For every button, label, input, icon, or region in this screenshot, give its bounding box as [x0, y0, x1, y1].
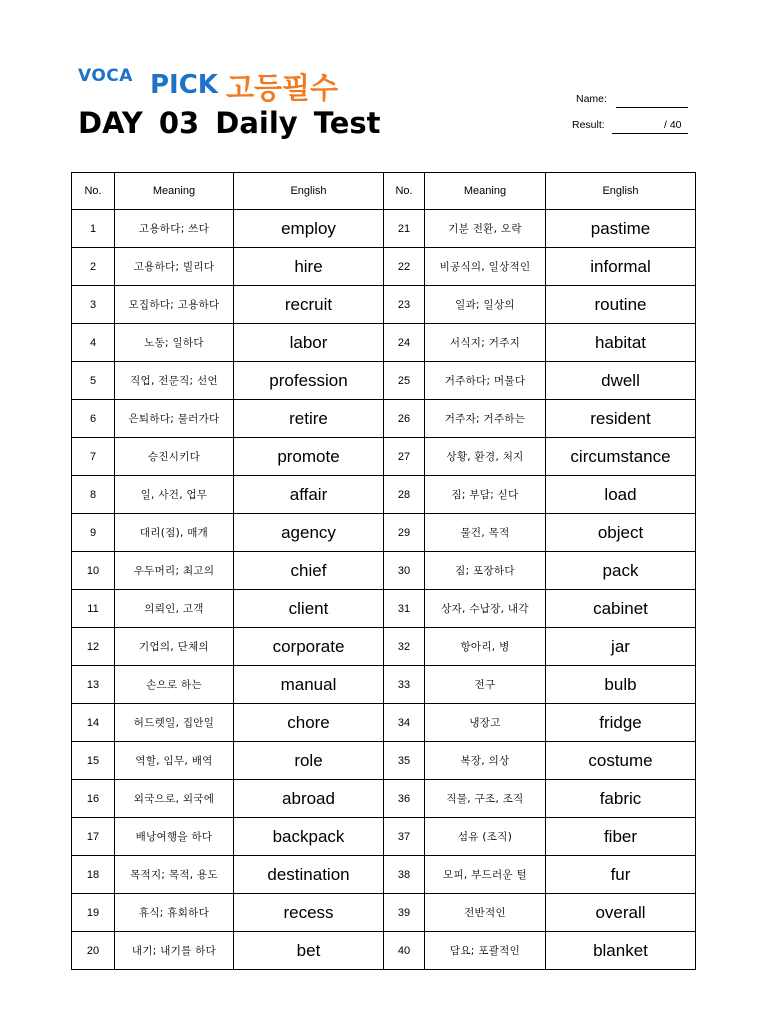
word-english: hire — [234, 248, 384, 286]
word-number: 19 — [72, 894, 115, 932]
table-row — [72, 400, 696, 438]
page-title: DAY 03 Daily Test — [78, 106, 381, 140]
header-meaning-right: Meaning — [425, 173, 546, 210]
word-meaning: 거주자; 거주하는 — [425, 400, 546, 438]
word-english: object — [546, 514, 696, 552]
word-meaning: 전구 — [425, 666, 546, 704]
word-meaning: 의뢰인, 고객 — [115, 590, 234, 628]
word-number: 7 — [72, 438, 115, 476]
word-number: 37 — [384, 818, 425, 856]
brand-subtitle: 고등필수 — [226, 71, 339, 105]
word-meaning: 고용하다; 쓰다 — [115, 210, 234, 248]
word-number: 34 — [384, 704, 425, 742]
word-meaning: 일, 사건, 업무 — [115, 476, 234, 514]
word-meaning: 기분 전환, 오락 — [425, 210, 546, 248]
word-meaning: 고용하다; 빌리다 — [115, 248, 234, 286]
word-number: 16 — [72, 780, 115, 818]
word-number: 22 — [384, 248, 425, 286]
word-meaning: 허드렛일, 집안일 — [115, 704, 234, 742]
word-meaning: 노동; 일하다 — [115, 324, 234, 362]
word-number: 39 — [384, 894, 425, 932]
table-row — [72, 476, 696, 514]
word-meaning: 대리(점), 매개 — [115, 514, 234, 552]
word-english: jar — [546, 628, 696, 666]
word-english: manual — [234, 666, 384, 704]
word-english: recruit — [234, 286, 384, 324]
word-number: 23 — [384, 286, 425, 324]
word-english: employ — [234, 210, 384, 248]
brand-pick: PICK — [150, 70, 218, 100]
word-english: blanket — [546, 932, 696, 970]
word-meaning: 항아리, 병 — [425, 628, 546, 666]
word-english: fiber — [546, 818, 696, 856]
word-english: costume — [546, 742, 696, 780]
word-meaning: 은퇴하다; 물러가다 — [115, 400, 234, 438]
table-row — [72, 514, 696, 552]
word-english: agency — [234, 514, 384, 552]
word-number: 27 — [384, 438, 425, 476]
word-english: destination — [234, 856, 384, 894]
table-row — [72, 742, 696, 780]
word-english: bulb — [546, 666, 696, 704]
word-meaning: 승진시키다 — [115, 438, 234, 476]
word-number: 25 — [384, 362, 425, 400]
brand-voca: VOCA — [78, 66, 133, 86]
table-row — [72, 324, 696, 362]
word-number: 33 — [384, 666, 425, 704]
word-english: informal — [546, 248, 696, 286]
word-meaning: 상자, 수납장, 내각 — [425, 590, 546, 628]
table-row — [72, 780, 696, 818]
word-english: client — [234, 590, 384, 628]
word-meaning: 전반적인 — [425, 894, 546, 932]
word-meaning: 휴식; 휴회하다 — [115, 894, 234, 932]
table-header-row — [72, 173, 696, 210]
table-row — [72, 628, 696, 666]
word-number: 4 — [72, 324, 115, 362]
word-meaning: 섬유 (조직) — [425, 818, 546, 856]
table-row — [72, 286, 696, 324]
word-english: chief — [234, 552, 384, 590]
header-meaning-left: Meaning — [115, 173, 234, 210]
word-number: 2 — [72, 248, 115, 286]
word-meaning: 모집하다; 고용하다 — [115, 286, 234, 324]
word-english: pack — [546, 552, 696, 590]
word-english: routine — [546, 286, 696, 324]
word-english: fabric — [546, 780, 696, 818]
word-number: 12 — [72, 628, 115, 666]
word-meaning: 모피, 부드러운 털 — [425, 856, 546, 894]
word-meaning: 배낭여행을 하다 — [115, 818, 234, 856]
table-row — [72, 932, 696, 970]
word-number: 10 — [72, 552, 115, 590]
name-blank[interactable] — [616, 93, 688, 108]
word-number: 20 — [72, 932, 115, 970]
result-label: Result: — [572, 119, 605, 131]
header-english-right: English — [546, 173, 696, 210]
word-number: 35 — [384, 742, 425, 780]
table-row — [72, 894, 696, 932]
word-english: labor — [234, 324, 384, 362]
word-number: 31 — [384, 590, 425, 628]
table-row — [72, 818, 696, 856]
word-number: 30 — [384, 552, 425, 590]
word-english: resident — [546, 400, 696, 438]
word-english: backpack — [234, 818, 384, 856]
word-meaning: 우두머리; 최고의 — [115, 552, 234, 590]
word-number: 1 — [72, 210, 115, 248]
word-number: 5 — [72, 362, 115, 400]
word-meaning: 직업, 전문직; 선언 — [115, 362, 234, 400]
word-english: fur — [546, 856, 696, 894]
word-number: 36 — [384, 780, 425, 818]
name-label: Name: — [576, 93, 607, 105]
table-row — [72, 552, 696, 590]
word-meaning: 거주하다; 머물다 — [425, 362, 546, 400]
table-row — [72, 590, 696, 628]
word-number: 6 — [72, 400, 115, 438]
table-row — [72, 856, 696, 894]
word-english: chore — [234, 704, 384, 742]
word-meaning: 짐; 포장하다 — [425, 552, 546, 590]
word-number: 18 — [72, 856, 115, 894]
word-meaning: 내기; 내기를 하다 — [115, 932, 234, 970]
word-english: abroad — [234, 780, 384, 818]
word-number: 8 — [72, 476, 115, 514]
word-meaning: 역할, 임무, 배역 — [115, 742, 234, 780]
word-english: dwell — [546, 362, 696, 400]
word-english: profession — [234, 362, 384, 400]
word-meaning: 서식지; 거주지 — [425, 324, 546, 362]
word-number: 9 — [72, 514, 115, 552]
word-english: promote — [234, 438, 384, 476]
table-row — [72, 210, 696, 248]
word-number: 17 — [72, 818, 115, 856]
word-meaning: 외국으로, 외국에 — [115, 780, 234, 818]
table-row — [72, 704, 696, 742]
word-number: 32 — [384, 628, 425, 666]
word-meaning: 직물, 구조, 조직 — [425, 780, 546, 818]
header-english-left: English — [234, 173, 384, 210]
vocab-table — [71, 172, 696, 970]
word-number: 29 — [384, 514, 425, 552]
header-no-right: No. — [384, 173, 425, 210]
word-english: fridge — [546, 704, 696, 742]
word-english: role — [234, 742, 384, 780]
word-meaning: 비공식의, 일상적인 — [425, 248, 546, 286]
word-meaning: 냉장고 — [425, 704, 546, 742]
word-english: bet — [234, 932, 384, 970]
word-number: 40 — [384, 932, 425, 970]
word-english: cabinet — [546, 590, 696, 628]
word-english: habitat — [546, 324, 696, 362]
word-number: 26 — [384, 400, 425, 438]
word-meaning: 기업의, 단체의 — [115, 628, 234, 666]
word-number: 21 — [384, 210, 425, 248]
word-number: 24 — [384, 324, 425, 362]
word-english: affair — [234, 476, 384, 514]
header-no-left: No. — [72, 173, 115, 210]
word-meaning: 복장, 의상 — [425, 742, 546, 780]
word-number: 11 — [72, 590, 115, 628]
word-english: pastime — [546, 210, 696, 248]
table-row — [72, 362, 696, 400]
word-number: 15 — [72, 742, 115, 780]
word-english: circumstance — [546, 438, 696, 476]
word-number: 28 — [384, 476, 425, 514]
word-number: 3 — [72, 286, 115, 324]
word-number: 14 — [72, 704, 115, 742]
word-english: load — [546, 476, 696, 514]
word-english: overall — [546, 894, 696, 932]
word-number: 38 — [384, 856, 425, 894]
word-meaning: 물건, 목적 — [425, 514, 546, 552]
word-english: corporate — [234, 628, 384, 666]
word-number: 13 — [72, 666, 115, 704]
word-english: recess — [234, 894, 384, 932]
table-row — [72, 438, 696, 476]
word-english: retire — [234, 400, 384, 438]
table-row — [72, 666, 696, 704]
word-meaning: 목적지; 목적, 용도 — [115, 856, 234, 894]
word-meaning: 상황, 환경, 처지 — [425, 438, 546, 476]
result-total: / 40 — [664, 119, 682, 131]
word-meaning: 담요; 포괄적인 — [425, 932, 546, 970]
word-meaning: 짐; 부담; 싣다 — [425, 476, 546, 514]
word-meaning: 손으로 하는 — [115, 666, 234, 704]
table-row — [72, 248, 696, 286]
word-meaning: 일과; 일상의 — [425, 286, 546, 324]
